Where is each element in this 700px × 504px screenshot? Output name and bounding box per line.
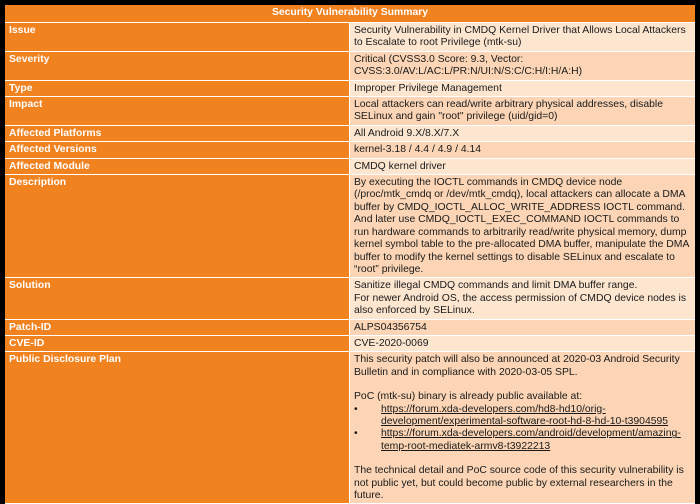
solution-line-1: Sanitize illegal CMDQ commands and limit DMA buffer range.: [354, 280, 638, 292]
description-paragraph-1: By executing the IOCTL commands in CMDQ device node (/proc/mtk_cmdq or /dev/mtk_cmdq), local attackers can allocate a DMA buffer by CMDQ_IOCTL_ALLOC_WRITE_ADDRESS IOCTL command.: [354, 177, 685, 213]
value-cve-id: CVE-2020-0069: [350, 336, 695, 352]
vulnerability-summary-table: [5, 5, 695, 504]
label-issue: Issue: [5, 23, 350, 52]
value-severity: Critical (CVSS3.0 Score: 9.3, Vector: CVSS:3.0/AV:L/AC:L/PR:N/UI:N/S:C/C:H/I:H/A:H): [350, 52, 695, 81]
table-row-impact: [5, 97, 695, 126]
description-paragraph-2: And later use CMDQ_IOCTL_EXEC_COMMAND IOCTL commands to run hardware commands to arbitrarily read/write physical memory, dump kernel symbol table to the pre-allocated DMA buffer, manipulate the DMA buffer to modify the kernel settings to disable SELinux and escalate to “root” privilege.: [354, 214, 689, 275]
value-affected-module: CMDQ kernel driver: [350, 159, 695, 175]
table-row-severity: [5, 52, 695, 81]
table-title: Security Vulnerability Summary: [5, 5, 695, 23]
value-issue: Security Vulnerability in CMDQ Kernel Driver that Allows Local Attackers to Escalate to root Privilege (mtk-su): [350, 23, 695, 52]
label-cve-id: CVE-ID: [5, 336, 350, 352]
table-row-cve-id: [5, 336, 695, 352]
label-affected-platforms: Affected Platforms: [5, 126, 350, 142]
label-patch-id: Patch-ID: [5, 320, 350, 336]
bullet-icon: •: [354, 428, 358, 440]
label-affected-module: Affected Module: [5, 159, 350, 175]
value-solution: [350, 278, 695, 319]
table-row-affected-versions: [5, 142, 695, 158]
summary-document: [5, 5, 695, 501]
table-header-row: [5, 5, 695, 23]
disclosure-line-3: The technical detail and PoC source code of this security vulnerability is not public yet, but could become public by external researchers in the future.: [354, 465, 684, 501]
value-affected-versions: kernel-3.18 / 4.4 / 4.9 / 4.14: [350, 142, 695, 158]
table-row-affected-platforms: [5, 126, 695, 142]
solution-line-2: For newer Android OS, the access permission of CMDQ device nodes is also enforced by SELinux.: [354, 292, 687, 317]
value-patch-id: ALPS04356754: [350, 320, 695, 336]
value-public-disclosure-plan: [350, 352, 695, 504]
value-description: [350, 175, 695, 278]
paragraph-gap: [354, 453, 691, 465]
label-affected-versions: Affected Versions: [5, 142, 350, 158]
table-row-description: [5, 175, 695, 278]
table-row-type: [5, 81, 695, 97]
table-row-issue: [5, 23, 695, 52]
poc-link-2[interactable]: https://forum.xda-developers.com/android/development/amazing-temp-root-mediatek-armv8-t3922213: [381, 428, 681, 452]
label-public-disclosure-plan: Public Disclosure Plan: [5, 352, 350, 504]
value-impact: Local attackers can read/write arbitrary physical addresses, disable SELinux and gain "root" privilege (uid/gid=0): [350, 97, 695, 126]
disclosure-line-2: PoC (mtk-su) binary is already public available at:: [354, 391, 583, 403]
disclosure-line-1: This security patch will also be announced at 2020-03 Android Security Bulletin and in compliance with 2020-03-05 SPL.: [354, 354, 680, 378]
table-row-solution: [5, 278, 695, 319]
value-affected-platforms: All Android 9.X/8.X/7.X: [350, 126, 695, 142]
label-description: Description: [5, 175, 350, 278]
bullet-icon: •: [354, 403, 358, 415]
value-type: Improper Privilege Management: [350, 81, 695, 97]
poc-link-list: [354, 404, 691, 454]
label-solution: Solution: [5, 278, 350, 319]
label-severity: Severity: [5, 52, 350, 81]
label-type: Type: [5, 81, 350, 97]
label-impact: Impact: [5, 97, 350, 126]
poc-link-1[interactable]: https://forum.xda-developers.com/hd8-hd10/orig-development/experimental-software-root-hd-8-hd-10-t3904595: [381, 403, 669, 427]
table-row-public-disclosure-plan: [5, 352, 695, 504]
list-item: [354, 428, 691, 453]
table-row-affected-module: [5, 159, 695, 175]
paragraph-gap: [354, 379, 691, 391]
table-row-patch-id: [5, 320, 695, 336]
list-item: [354, 404, 691, 429]
